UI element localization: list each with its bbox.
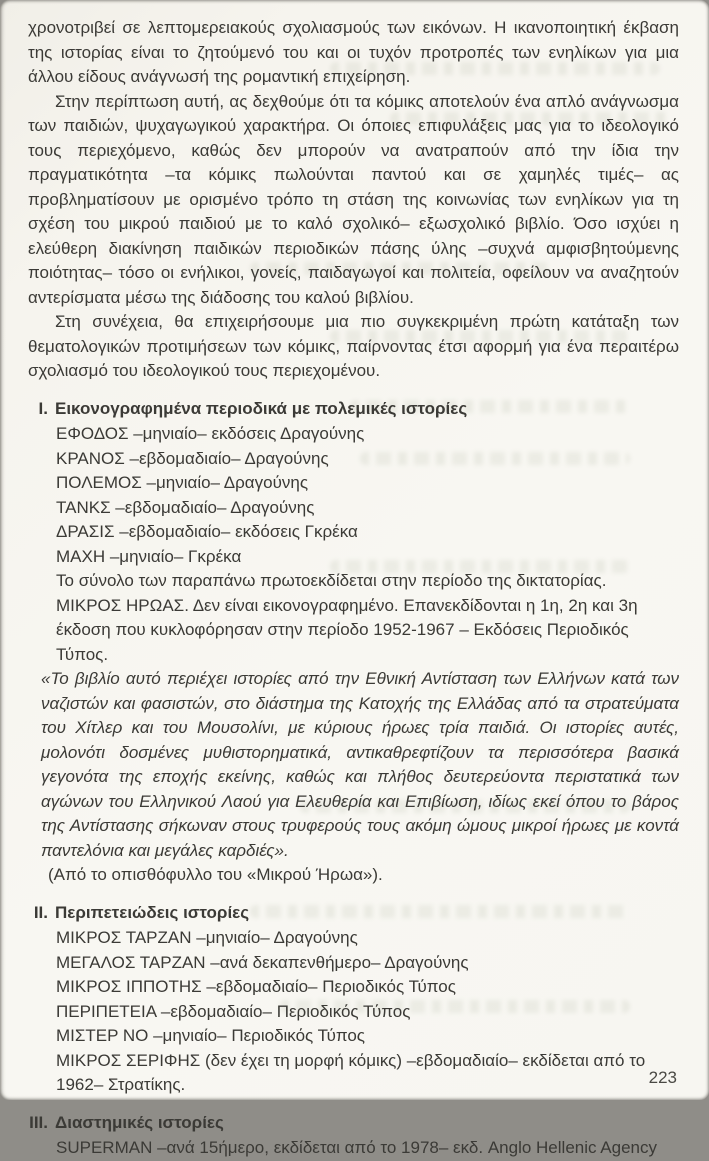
section-item-list xyxy=(56,926,679,1098)
section-title: Διαστημικές ιστορίες xyxy=(55,1112,224,1132)
section-note: ΜΙΚΡΟΣ ΗΡΩΑΣ. Δεν είναι εικονογραφημένο. Επανεκδίδονται η 1η, 2η και 3η έκδοση που κυκλοφόρησαν στην περίοδο 1952-1967 – Εκδόσεις Περιοδικός Τύπος. xyxy=(56,595,638,664)
body-paragraph: Στη συνέχεια, θα επιχειρήσουμε μια πιο συγκεκριμένη πρώτη κατάταξη των θεματολογικών προτιμήσεων των κόμικς, παίρνοντας έτσι αφορμή για ένα περαιτέρω σχολιασμό του ιδεολογικού τους περιεχομένου. xyxy=(28,312,679,380)
back-cover-quote: «Το βιβλίο αυτό περιέχει ιστορίες από την Εθνική Αντίσταση των Ελλήνων κατά των ναζιστών και φασιστών, στο διάστημα της Κατοχής της Ελλάδας από τα στρατεύματα του Χίτλερ και του Μουσολίνι, με κύριους ήρωες τρία παιδιά. Οι ιστορίες αυτές, μολονότι δοσμένες μυθιστορηματικά, αντικαθρεφτίζουν τα περισσότερα βασικά γεγονότα της εποχής εκείνης, καθώς και πλήθος δευτερεύοντα περιστατικά των αγώνων του Ελληνικού Λαού για Ελευθερία και Επιβίωση, ιδίως εκεί όπου το βάρος της Αντίστασης σήκωναν στους τρυφερούς τους ακόμη ώμους μικροί ήρωες με κοντά παντελόνια και μεγάλες καρδιές». xyxy=(41,669,679,860)
section-numeral: II. xyxy=(33,902,48,922)
list-item: ΤΑΝΚΣ –εβδομαδιαίο– Δραγούνης xyxy=(56,497,315,517)
section-title: Εικονογραφημένα περιοδικά με πολεμικές ιστορίες xyxy=(55,398,468,418)
text-column xyxy=(28,16,679,1161)
section-title: Περιπετειώδεις ιστορίες xyxy=(55,902,250,922)
list-item: ΜΙΚΡΟΣ ΣΕΡΙΦΗΣ (δεν έχει τη μορφή κόμικς) –εβδομαδιαίο– εκδίδεται από το 1962– Στρατίκης. xyxy=(56,1050,646,1094)
section-numeral: I. xyxy=(38,398,48,418)
list-item: ΜΙΚΡΟΣ ΤΑΡΖΑΝ –μηνιαίο– Δραγούνης xyxy=(56,928,358,947)
list-item: ΜΙΣΤΕΡ ΝΟ –μηνιαίο– Περιοδικός Τύπος xyxy=(56,1026,366,1045)
list-item: ΠΕΡΙΠΕΤΕΙΑ –εβδομαδιαίο– Περιοδικός Τύπος xyxy=(56,1001,411,1021)
section-numeral: III. xyxy=(29,1112,48,1132)
list-item: ΜΙΚΡΟΣ ΙΠΠΟΤΗΣ –εβδομαδιαίο– Περιοδικός Τύπος xyxy=(56,977,456,996)
section-space-comics xyxy=(28,1111,679,1161)
list-item: ΚΡΑΝΟΣ –εβδομαδιαίο– Δραγούνης xyxy=(56,448,329,468)
list-item: ΔΡΑΣΙΣ –εβδομαδιαίο– εκδόσεις Γκρέκα xyxy=(56,522,358,541)
body-paragraph: χρονοτριβεί σε λεπτομερειακούς σχολιασμούς των εικόνων. Η ικανοποιητική έκβαση της ιστορίας είναι το ζητούμενό του και οι τυχόν προτροπές των ενηλίκων για μια άλλου είδους ανάγνωσή της ρομαντική επιχείρηση. xyxy=(28,18,679,86)
section-heading xyxy=(28,397,679,422)
body-paragraph: Στην περίπτωση αυτή, ας δεχθούμε ότι τα κόμικς αποτελούν ένα απλό ανάγνωσμα των παιδιών, ψυχαγωγικού χαρακτήρα. Οι όποιες επιφυλάξεις μας για το ιδεολογικό τους περιεχόμενο, καθώς δεν μπορούν να ανατραπούν από την ίδια την πραγματικότητα –τα κόμικς πωλούνται παντού και σε χαμηλές τιμές– ας προβληματίσουν με ορισμένο τρόπο τη στάση της κοινωνίας των ενηλίκων για τη σχέση του μικρού παιδιού με το καλό σχολικό– εξωσχολικό βιβλίο. Όσο ισχύει η ελεύθερη διακίνηση παιδικών περιοδικών πάσης ύλης –συχνά αμφισβητούμενης ποιότητας– τόσο οι ενήλικοι, γονείς, παιδαγωγοί και πολιτεία, οφείλουν να αναζητούν αντερίσματα μέσω της διάδοσης του καλού βιβλίου. xyxy=(28,91,679,307)
section-item-list xyxy=(56,422,679,667)
section-item-list xyxy=(56,1136,679,1161)
list-item: SUPERMAN –ανά 15ήμερο, εκδίδεται από το 1978– εκδ. Anglo Hellenic Agency xyxy=(56,1138,657,1157)
list-item: ΜΕΓΑΛΟΣ ΤΑΡΖΑΝ –ανά δεκαπενθήμερο– Δραγούνης xyxy=(56,952,469,972)
list-item: ΕΦΟΔΟΣ –μηνιαίο– εκδόσεις Δραγούνης xyxy=(56,424,365,443)
section-heading xyxy=(28,901,679,926)
list-item: ΜΑΧΗ –μηνιαίο– Γκρέκα xyxy=(56,546,242,566)
page-number: 223 xyxy=(648,1068,677,1087)
quote-source: (Από το οπισθόφυλλο του «Μικρού Ήρωα»). xyxy=(48,865,383,884)
section-note: Το σύνολο των παραπάνω πρωτοεκδίδεται στην περίοδο της δικτατορίας. xyxy=(56,571,607,590)
section-war-comics xyxy=(28,397,679,888)
list-item: ΠΟΛΕΜΟΣ –μηνιαίο– Δραγούνης xyxy=(56,473,309,492)
section-heading xyxy=(28,1111,679,1136)
section-adventure-comics xyxy=(28,901,679,1098)
